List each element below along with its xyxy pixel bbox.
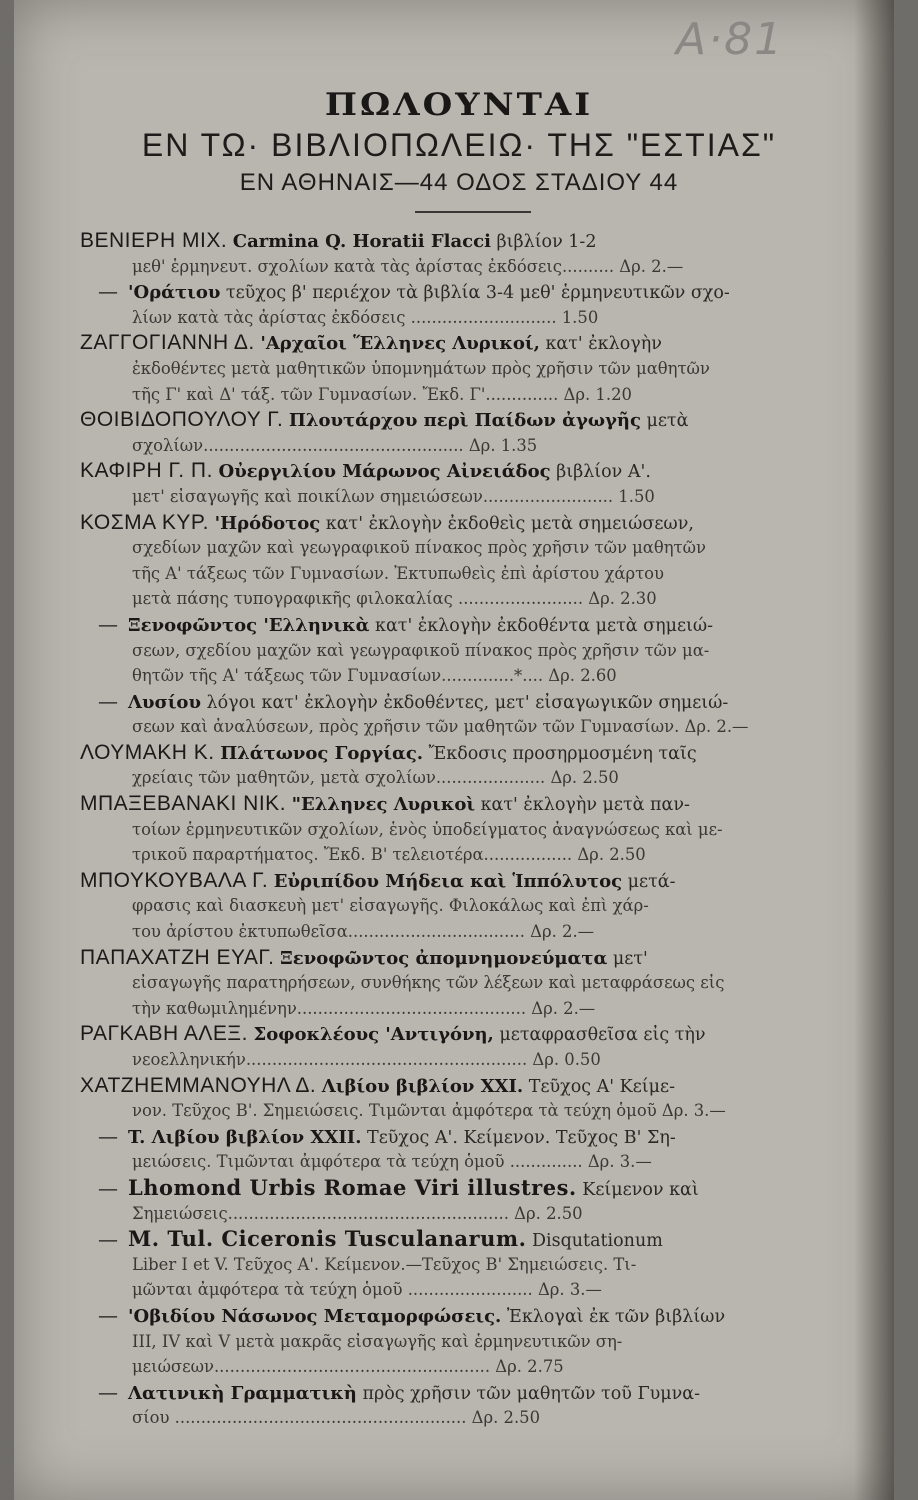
entry-continuation-line: Σημειώσεις...................................................... Δρ. 2.50 [132, 1203, 583, 1223]
entry-description: κατ' ἐκλογὴν μετὰ παν- [475, 795, 690, 816]
entry-heading-line [80, 740, 870, 766]
entry-continuation-line: μειώσεις. Τιμῶνται ἀμφότερα τὰ τεύχη ὁμοῦ .............. Δρ. 3.— [132, 1152, 652, 1172]
entry-continuation-line: ἐκδοθέντες μετὰ μαθητικῶν ὑπομνημάτων πρὸς χρῆσιν τῶν μαθητῶν [132, 358, 710, 378]
pencil-annotation: A·81 [676, 14, 785, 65]
bookshop-name: ΕΝ ΤΩ· ΒΙΒΛΙΟΠΩΛΕΙΩ· ΤΗΣ "ΕΣΤΙΑΣ" [141, 127, 777, 163]
entry-description: κατ' ἐκλογὴν [539, 334, 662, 355]
entry-heading-line [80, 612, 870, 638]
ditto-dash: — [98, 1123, 118, 1148]
book-entry [80, 868, 870, 945]
entry-description: βιβλίον 1-2 [490, 232, 597, 252]
entry-work-title: Carmina Q. Horatii Flacci [232, 231, 491, 252]
book-entry [80, 330, 870, 407]
entry-continuation-line: σίου ........................................................ Δρ. 2.50 [132, 1408, 541, 1428]
entry-continuation-line: σεων, σχεδίου μαχῶν καὶ γεωγραφικοῦ πίνακος πρὸς χρῆσιν τῶν μα- [132, 640, 710, 660]
ditto-dash: — [98, 1302, 118, 1327]
entry-work-title: 'Ηρόδοτος [214, 512, 321, 534]
entry-work-title: Λυσίου [128, 691, 201, 713]
book-entry [80, 1226, 870, 1303]
entry-description: Τεῦχος Α'. Κείμενον. Τεῦχος Β' Ση- [361, 1127, 676, 1148]
entry-author: ΒΕΝΙΕΡΗ ΜΙΧ. [80, 229, 228, 252]
entry-author: ΚΟΣΜΑ ΚΥΡ. [80, 510, 210, 534]
entry-continuation-line: νον. Τεῦχος Β'. Σημειώσεις. Τιμῶνται ἀμφότερα τὰ τεύχη ὁμοῦ Δρ. 3.— [132, 1101, 726, 1121]
entry-author: ΡΑΓΚΑΒΗ ΑΛΕΞ. [80, 1022, 248, 1046]
entry-continuation-line: χρείαις τῶν μαθητῶν, μετὰ σχολίων..................... Δρ. 2.50 [132, 768, 619, 788]
book-entry [80, 228, 870, 279]
entry-description: τεῦχος β' περιέχον τὰ βιβλία 3-4 μεθ' ἑρμηνευτικῶν σχο- [220, 283, 730, 304]
book-entry [80, 1175, 870, 1226]
entry-work-title: Πλάτωνος Γοργίας. [220, 742, 424, 764]
entry-continuation-line: νεοελληνικήν...................................................... Δρ. 0.50 [132, 1050, 601, 1069]
entry-description: πρὸς χρῆσιν τῶν μαθητῶν τοῦ Γυμνα- [356, 1383, 700, 1404]
entry-description: βιβλίον Α'. [550, 462, 651, 483]
entry-heading-line [80, 945, 870, 971]
entry-work-title: T. Λιβίου βιβλίον XXII. [128, 1126, 362, 1148]
entry-author: ΛΟΥΜΑΚΗ Κ. [80, 740, 215, 764]
entry-description: μετά- [622, 871, 676, 892]
book-entry [80, 279, 870, 330]
entry-description: Τεῦχος Α' Κείμε- [523, 1076, 676, 1097]
book-entry [80, 791, 870, 868]
ditto-dash: — [98, 279, 118, 304]
entry-heading-line [80, 458, 870, 484]
entry-heading-line [80, 279, 870, 305]
entry-continuation-line: μειώσεων..................................................... Δρ. 2.75 [132, 1357, 564, 1377]
entry-continuation-line: τῆς Γ' καὶ Δ' τάξ. τῶν Γυμνασίων. Ἔκδ. Γ'.............. Δρ. 1.20 [132, 384, 632, 404]
entry-work-title: "Ελληνες Λυρικοὶ [291, 794, 476, 816]
entry-continuation-line: λίων κατὰ τὰς ἀρίστας ἐκδόσεις ............................ 1.50 [132, 307, 599, 327]
book-entry [80, 740, 870, 791]
book-entry [80, 510, 870, 612]
entry-heading-line [80, 407, 870, 433]
entry-description: Κείμενον καὶ [576, 1179, 699, 1200]
entry-continuation-line: Liber I et V. Τεῦχος Α'. Κείμενον.—Τεῦχος Β' Σημειώσεις. Τι- [132, 1254, 637, 1274]
book-entry [80, 612, 870, 689]
entry-continuation-line: θητῶν τῆς Α' τάξεως τῶν Γυμνασίων..............*.... Δρ. 2.60 [132, 666, 617, 686]
entry-work-title: 'Αρχαῖοι Ἕλληνες Λυρικοί, [260, 333, 540, 355]
entry-description: μετὰ [640, 411, 689, 432]
entry-description: Ἔκδοσις προσηρμοσμένη ταῖς [423, 743, 697, 764]
entry-heading-line [80, 1226, 870, 1252]
entry-work-title: Λιβίου βιβλίον XXI. [321, 1075, 524, 1097]
entry-description: Disqutationum [526, 1231, 663, 1252]
entry-author: ΜΠΑΞΕΒΑΝΑΚΙ ΝΙΚ. [80, 792, 287, 816]
entry-heading-line [80, 1073, 870, 1099]
entry-heading-line [80, 689, 870, 715]
entry-continuation-line: III, IV καὶ V μετὰ μακρᾶς εἰσαγωγῆς καὶ ἑρμηνευτικῶν ση- [132, 1331, 623, 1351]
entry-description: λόγοι κατ' ἐκλογὴν ἐκδοθέντες, μετ' εἰσαγωγικῶν σημειώ- [200, 692, 729, 713]
book-entry [80, 1021, 870, 1072]
entry-author: ΠΑΠΑΧΑΤΖΗ ΕΥΑΓ. [80, 945, 275, 969]
entry-heading-line [80, 1175, 870, 1201]
entry-work-title: Ξενοφῶντος 'Ελληνικὰ [128, 614, 370, 636]
book-entry [80, 1124, 870, 1175]
entry-work-title: Σοφοκλέους 'Αντιγόνη, [253, 1024, 494, 1046]
entry-heading-line [80, 330, 870, 356]
entry-continuation-line: φρασις καὶ διασκευὴ μετ' εἰσαγωγῆς. Φιλοκάλως καὶ ἐπὶ χάρ- [132, 896, 649, 916]
entry-heading-line [80, 1021, 870, 1047]
bookshop-address: ΕΝ ΑΘΗΝΑΙΣ—44 ΟΔΟΣ ΣΤΑΔΙΟΥ 44 [239, 169, 679, 196]
entry-author: ΜΠΟΥΚΟΥΒΑΛΑ Γ. [80, 868, 269, 892]
page-title: ΠΩΛΟΥΝΤΑΙ [324, 87, 594, 123]
book-entry [80, 1380, 870, 1431]
book-entry [80, 458, 870, 509]
ditto-dash: — [98, 1227, 118, 1252]
entry-author: ΖΑΓΓΟΓΙΑΝΝΗ Δ. [80, 331, 255, 355]
entry-heading-line [80, 510, 870, 536]
entry-author: ΚΑΦΙΡΗ Γ. Π. [80, 459, 213, 483]
entry-work-title: Πλουτάρχου περὶ Παίδων ἀγωγῆς [288, 410, 641, 432]
entry-heading-line [80, 1380, 870, 1406]
entry-work-title: Lhomond Urbis Romae Viri illustres. [128, 1174, 577, 1200]
entry-continuation-line: σχολίων.................................................. Δρ. 1.35 [132, 435, 538, 455]
entry-continuation-line: μετ' εἰσαγωγῆς καὶ ποικίλων σημειώσεων......................... 1.50 [132, 486, 655, 506]
book-entry [80, 1303, 870, 1380]
entry-description: Ἐκλογαὶ ἐκ τῶν βιβλίων [501, 1306, 726, 1327]
entry-continuation-line: σχεδίων μαχῶν καὶ γεωγραφικοῦ πίνακος πρὸς χρῆσιν τῶν μαθητῶν [132, 538, 706, 558]
book-entry [80, 1073, 870, 1124]
book-entry [80, 689, 870, 740]
entry-heading-line [80, 1124, 870, 1150]
entry-continuation-line: μεθ' ἑρμηνευτ. σχολίων κατὰ τὰς ἀρίστας ἐκδόσεις.......... Δρ. 2.— [132, 256, 684, 276]
entry-heading-line [80, 1303, 870, 1329]
entry-continuation-line: σεων καὶ ἀναλύσεων, πρὸς χρῆσιν τῶν μαθητῶν τῶν Γυμνασίων. Δρ. 2.— [132, 717, 749, 737]
book-entry [80, 945, 870, 1022]
ditto-dash: — [98, 688, 118, 713]
ditto-dash: — [98, 1379, 118, 1404]
entry-continuation-line: του ἀρίστου ἐκτυπωθεῖσα.................................. Δρ. 2.— [132, 922, 595, 942]
entry-description: κατ' ἐκλογὴν ἐκδοθεὶς μετὰ σημειώσεων, [320, 513, 694, 534]
entry-continuation-line: τοίων ἑρμηνευτικῶν σχολίων, ἑνὸς ὑποδείγματος ἀναγνώσεως καὶ με- [132, 819, 723, 839]
entry-description: κατ' ἐκλογὴν ἐκδοθέντα μετὰ σημειώ- [369, 615, 714, 636]
ditto-dash: — [98, 1175, 118, 1200]
entry-heading-line [80, 791, 870, 817]
entry-work-title: Λατινικὴ Γραμματικὴ [128, 1382, 357, 1404]
entry-description: μετ' [607, 948, 648, 969]
divider [415, 211, 531, 213]
entry-continuation-line: τὴν καθωμιλημένην............................................ Δρ. 2.— [132, 998, 596, 1018]
entry-continuation-line: μετὰ πάσης τυπογραφικῆς φιλοκαλίας ........................ Δρ. 2.30 [132, 589, 657, 609]
entry-heading-line [80, 228, 870, 254]
entry-work-title: M. Tul. Ciceronis Tusculanarum. [128, 1226, 527, 1252]
entry-description: μεταφρασθεῖσα εἰς τὴν [493, 1025, 706, 1046]
book-entry [80, 407, 870, 458]
entry-continuation-line: τρικοῦ παραρτήματος. Ἔκδ. Β' τελειοτέρα................. Δρ. 2.50 [132, 845, 646, 865]
entry-continuation-line: εἰσαγωγῆς παρατηρήσεων, συνθήκης τῶν λέξεων καὶ μεταφράσεως εἰς [132, 973, 725, 993]
entry-continuation-line: μῶνται ἀμφότερα τὰ τεύχη ὁμοῦ ........................ Δρ. 3.— [132, 1280, 602, 1300]
entry-continuation-line: τῆς Α' τάξεως τῶν Γυμνασίων. Ἐκτυπωθεὶς ἐπὶ ἀρίστου χάρτου [132, 563, 664, 583]
ditto-dash: — [98, 611, 118, 636]
entry-heading-line [80, 868, 870, 894]
entry-work-title: 'Οράτιου [128, 282, 221, 304]
entry-work-title: 'Οβιδίου Νάσωνος Μεταμορφώσεις. [128, 1305, 502, 1327]
entry-author: ΧΑΤΖΗΕΜΜΑΝΟΥΗΛ Δ. [80, 1073, 317, 1097]
book-list [80, 228, 870, 1431]
entry-work-title: Εὐριπίδου Μήδεια καὶ Ἱππόλυτος [273, 870, 623, 892]
entry-work-title: Οὐεργιλίου Μάρωνος Αἰνειάδος [218, 461, 551, 483]
entry-work-title: Ξενοφῶντος ἀπομνημονεύματα [280, 947, 608, 969]
entry-author: ΘΟΙΒΙΔΟΠΟΥΛΟΥ Γ. [80, 408, 284, 432]
